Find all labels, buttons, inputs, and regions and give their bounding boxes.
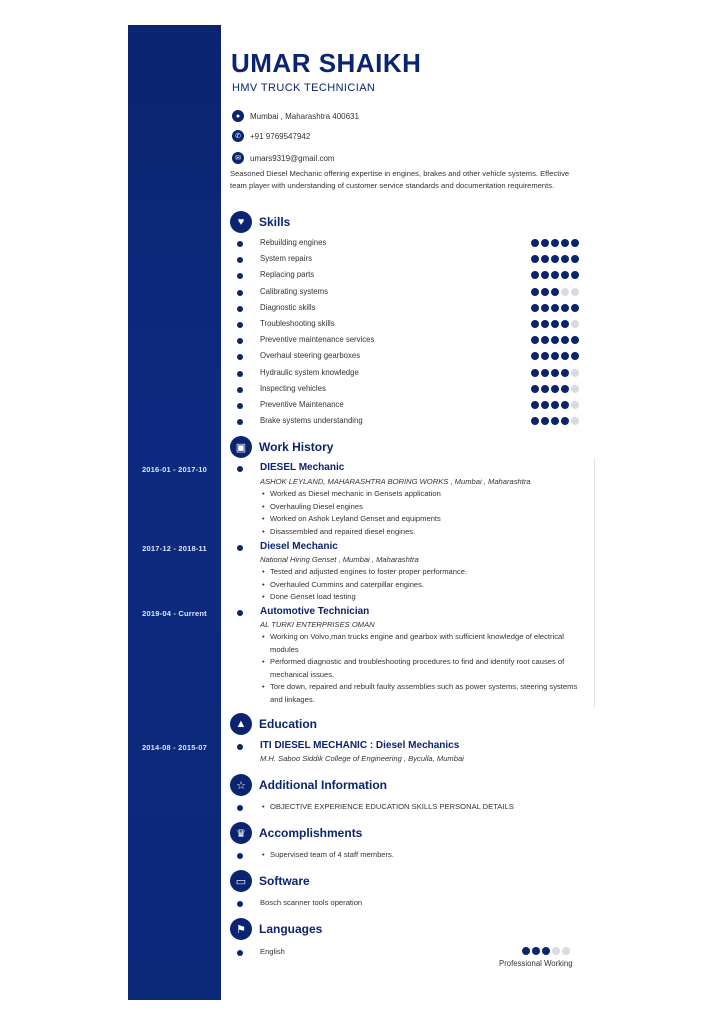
- location-pin-icon: ●: [232, 110, 244, 122]
- rating-dot-filled: [561, 239, 569, 247]
- sidebar-band: [128, 25, 221, 1000]
- skill-bullet-dot: [237, 306, 243, 312]
- job-bullet: • Worked on Ashok Leyland Genset and equipments: [262, 513, 582, 526]
- job-bullet-dot: [237, 466, 243, 472]
- rating-dot-filled: [531, 320, 539, 328]
- skill-bullet-dot: [237, 387, 243, 393]
- rating-dot-filled: [531, 304, 539, 312]
- rating-dot-filled: [561, 255, 569, 263]
- skill-label: Overhaul steering gearboxes: [260, 351, 361, 361]
- skill-label: Inspecting vehicles: [260, 383, 326, 393]
- skill-label: Rebuilding engines: [260, 238, 327, 247]
- skill-bullet-dot: [237, 273, 243, 279]
- software-section-header: [230, 870, 310, 892]
- language-bullet-dot: [237, 950, 243, 956]
- job-title: Diesel Mechanic: [260, 541, 338, 552]
- rating-dot-filled: [531, 271, 539, 279]
- job-dates: 2016-01 - 2017-10: [141, 465, 208, 474]
- skill-label: Preventive Maintenance: [260, 400, 344, 409]
- rating-dot-empty: [552, 947, 560, 955]
- languages-title: Languages: [259, 922, 323, 936]
- skill-rating: [531, 304, 579, 312]
- skill-label: Preventive maintenance services: [260, 335, 375, 345]
- job-bullet: • Working on Volvo,man trucks engine and gearbox with sufficient knowledge of electrical modules: [262, 631, 582, 656]
- accomplishments-title: Accomplishments: [259, 826, 363, 840]
- contact-email: [232, 152, 335, 164]
- job-bullets: [262, 488, 582, 538]
- work-history-title: Work History: [259, 440, 334, 454]
- education-degree: ITI DIESEL MECHANIC : Diesel Mechanics: [260, 740, 460, 751]
- rating-dot-empty: [561, 288, 569, 296]
- monitor-icon: ▭: [230, 870, 252, 892]
- rating-dot-filled: [551, 369, 559, 377]
- rating-dot-filled: [541, 288, 549, 296]
- rating-dot-filled: [541, 369, 549, 377]
- additional-text: • OBJECTIVE EXPERIENCE EDUCATION SKILLS PERSONAL DETAILS: [262, 801, 582, 814]
- additional-list: [262, 801, 582, 814]
- rating-dot-empty: [571, 320, 579, 328]
- rating-dot-filled: [551, 336, 559, 344]
- rating-dot-filled: [571, 255, 579, 263]
- rating-dot-empty: [571, 417, 579, 425]
- rating-dot-filled: [531, 417, 539, 425]
- skill-rating: [531, 369, 579, 377]
- rating-dot-filled: [531, 385, 539, 393]
- accomplishments-section-header: [230, 822, 362, 844]
- skill-rating: [531, 385, 579, 393]
- rating-dot-filled: [561, 336, 569, 344]
- skills-title: Skills: [259, 215, 291, 229]
- skill-bullet-dot: [237, 257, 243, 263]
- star-icon: ☆: [230, 774, 252, 796]
- job-title: DIESEL Mechanic: [260, 462, 345, 473]
- education-section-header: [230, 713, 317, 735]
- job-bullet: • Overhauling Diesel engines: [262, 501, 582, 514]
- education-school: M.H. Saboo Siddik College of Engineering , Byculla, Mumbai: [260, 754, 464, 763]
- skill-rating: [531, 288, 579, 296]
- job-bullet: • Disassembled and repaired diesel engines.: [262, 526, 582, 539]
- skills-section-header: [230, 211, 290, 233]
- skill-label: Hydraulic system knowledge: [260, 367, 359, 377]
- job-bullet: • Performed diagnostic and troubleshooting procedures to find and identify root causes of mechanical issues.: [262, 656, 582, 681]
- rating-dot-filled: [541, 336, 549, 344]
- rating-dot-filled: [541, 271, 549, 279]
- rating-dot-filled: [532, 947, 540, 955]
- job-dates: 2017-12 - 2018-11: [142, 544, 207, 553]
- flag-icon: ⚑: [230, 918, 252, 940]
- rating-dot-filled: [541, 255, 549, 263]
- software-bullet-dot: [237, 901, 243, 907]
- skill-bullet-dot: [237, 403, 243, 409]
- languages-section-header: [230, 918, 322, 940]
- skill-rating: [531, 320, 579, 328]
- skill-bullet-dot: [237, 371, 243, 377]
- software-text: Bosch scanner tools operation: [260, 898, 363, 907]
- rating-dot-filled: [541, 320, 549, 328]
- rating-dot-filled: [551, 271, 559, 279]
- skill-label: Replacing parts: [260, 270, 315, 280]
- rating-dot-filled: [561, 271, 569, 279]
- rating-dot-filled: [541, 385, 549, 393]
- job-bullet-dot: [237, 545, 243, 551]
- additional-title: Additional Information: [259, 778, 387, 792]
- rating-dot-filled: [542, 947, 550, 955]
- location-text: Mumbai , Maharashtra 400631: [250, 111, 359, 121]
- rating-dot-empty: [571, 401, 579, 409]
- rating-dot-filled: [551, 401, 559, 409]
- rating-dot-filled: [561, 417, 569, 425]
- job-bullet: • Overhauled Cummins and caterpillar engines.: [262, 579, 582, 592]
- rating-dot-filled: [561, 369, 569, 377]
- rating-dot-filled: [561, 304, 569, 312]
- job-bullet: • Tore down, repaired and rebuilt faulty assemblies such as power systems, steering systems and linkages.: [262, 681, 582, 706]
- phone-icon: ✆: [232, 130, 244, 142]
- skill-bullet-dot: [237, 290, 243, 296]
- job-bullet: • Tested and adjusted engines to foster proper performance.: [262, 566, 582, 579]
- rating-dot-filled: [571, 336, 579, 344]
- summary-text: Seasoned Diesel Mechanic offering expertise in engines, brakes and other vehicle systems. Effective team player with understanding of customer service standards and documentation requirements.: [230, 169, 570, 190]
- briefcase-icon: ▣: [230, 436, 252, 458]
- rating-dot-filled: [551, 288, 559, 296]
- rating-dot-filled: [571, 304, 579, 312]
- skill-label: Calibrating systems: [260, 286, 329, 296]
- accomplishments-text: • Supervised team of 4 staff members.: [262, 849, 582, 862]
- graduation-cap-icon: ▲: [230, 713, 252, 735]
- rating-dot-empty: [562, 947, 570, 955]
- rating-dot-filled: [551, 417, 559, 425]
- job-bullets: [262, 566, 582, 604]
- skill-bullet-dot: [237, 241, 243, 247]
- candidate-title: HMV TRUCK TECHNICIAN: [232, 82, 376, 94]
- skill-rating: [531, 336, 579, 344]
- phone-text: +91 9769547942: [250, 131, 311, 141]
- rating-dot-filled: [571, 239, 579, 247]
- contact-phone: [232, 130, 310, 142]
- rating-dot-filled: [571, 352, 579, 360]
- rating-dot-filled: [561, 401, 569, 409]
- work-history-divider: [594, 458, 595, 708]
- additional-bullet-dot: [237, 805, 243, 811]
- rating-dot-filled: [551, 304, 559, 312]
- rating-dot-filled: [571, 271, 579, 279]
- job-dates: 2019-04 - Current: [142, 609, 207, 618]
- rating-dot-empty: [571, 385, 579, 393]
- rating-dot-filled: [551, 255, 559, 263]
- skill-rating: [531, 255, 579, 263]
- rating-dot-empty: [571, 288, 579, 296]
- email-icon: ✉: [232, 152, 244, 164]
- work-history-section-header: [230, 436, 333, 458]
- rating-dot-filled: [561, 320, 569, 328]
- rating-dot-filled: [551, 239, 559, 247]
- rating-dot-filled: [531, 239, 539, 247]
- rating-dot-filled: [551, 385, 559, 393]
- skill-rating: [531, 417, 579, 425]
- rating-dot-filled: [541, 401, 549, 409]
- education-bullet-dot: [237, 744, 243, 750]
- job-company: National Hiring Genset , Mumbai , Maharashtra: [260, 555, 419, 564]
- rating-dot-filled: [561, 385, 569, 393]
- education-title: Education: [259, 717, 318, 731]
- heart-hand-icon: ♥: [230, 211, 252, 233]
- skill-label: Troubleshooting skills: [260, 319, 335, 328]
- rating-dot-empty: [571, 369, 579, 377]
- skill-bullet-dot: [237, 322, 243, 328]
- rating-dot-filled: [531, 352, 539, 360]
- contact-location: [232, 110, 359, 122]
- accomplishments-bullet-dot: [237, 853, 243, 859]
- rating-dot-filled: [531, 336, 539, 344]
- software-title: Software: [259, 874, 310, 888]
- language-level-label: Professional Working: [499, 959, 573, 968]
- candidate-name: UMAR SHAIKH: [231, 48, 422, 78]
- rating-dot-filled: [531, 401, 539, 409]
- email-text: umars9319@gmail.com: [250, 153, 335, 163]
- rating-dot-filled: [551, 320, 559, 328]
- rating-dot-filled: [541, 352, 549, 360]
- job-company: ASHOK LEYLAND, MAHARASHTRA BORING WORKS , Mumbai , Maharashtra: [260, 477, 531, 486]
- skill-rating: [531, 352, 579, 360]
- skill-rating: [531, 401, 579, 409]
- skill-bullet-dot: [237, 419, 243, 425]
- job-bullets: [262, 631, 582, 706]
- skill-bullet-dot: [237, 354, 243, 360]
- language-name: English: [260, 947, 285, 956]
- skill-label: Diagnostic skills: [260, 302, 316, 312]
- additional-section-header: [230, 774, 387, 796]
- skill-rating: [531, 239, 579, 247]
- rating-dot-filled: [541, 239, 549, 247]
- accomplishments-list: [262, 849, 582, 862]
- rating-dot-filled: [531, 255, 539, 263]
- rating-dot-filled: [531, 369, 539, 377]
- trophy-icon: ♛: [230, 822, 252, 844]
- skill-label: Brake systems understanding: [260, 416, 363, 426]
- skill-rating: [531, 271, 579, 279]
- rating-dot-filled: [531, 288, 539, 296]
- skill-label: System repairs: [260, 254, 312, 264]
- skill-bullet-dot: [237, 338, 243, 344]
- rating-dot-filled: [561, 352, 569, 360]
- job-title: Automotive Technician: [260, 606, 370, 617]
- job-company: AL TURKI ENTERPRISES OMAN: [260, 620, 375, 629]
- education-dates: 2014-08 - 2015-07: [141, 743, 208, 752]
- job-bullet: • Worked as Diesel mechanic in Gensets application: [262, 488, 582, 501]
- rating-dot-filled: [522, 947, 530, 955]
- rating-dot-filled: [541, 417, 549, 425]
- language-level-dots: [522, 947, 570, 955]
- job-bullet-dot: [237, 610, 243, 616]
- rating-dot-filled: [551, 352, 559, 360]
- job-bullet: • Done Genset load testing: [262, 591, 582, 604]
- rating-dot-filled: [541, 304, 549, 312]
